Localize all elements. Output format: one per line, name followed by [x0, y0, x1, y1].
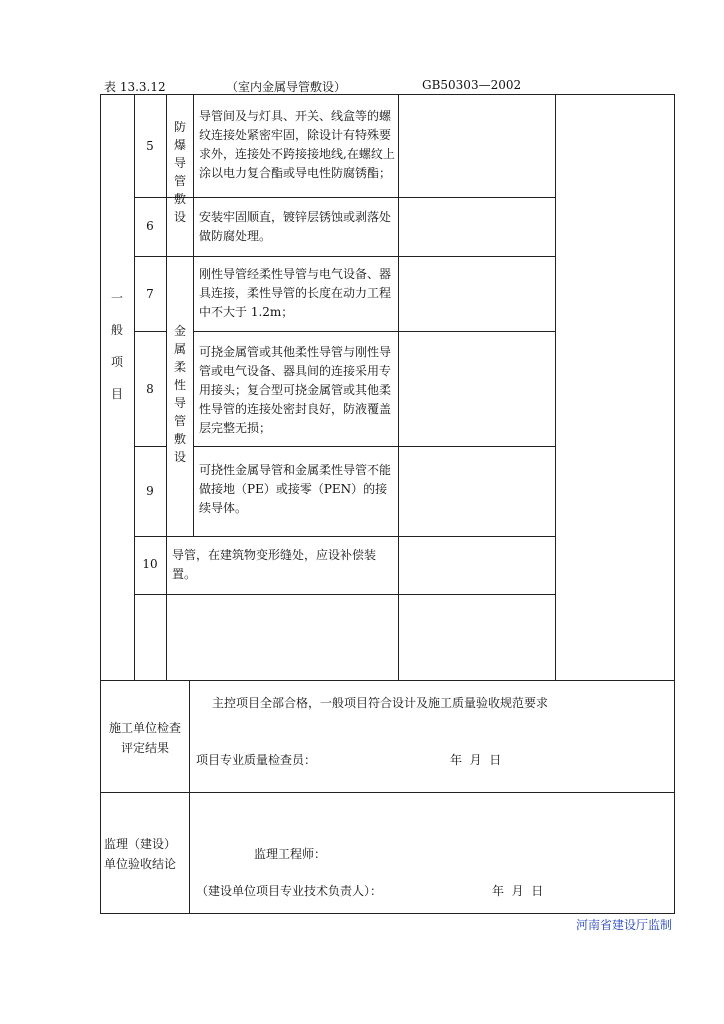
group-label-flexible-conduit: 金属柔性导管敷设	[173, 324, 186, 464]
row-divider	[193, 331, 555, 332]
requirement-text: 可挠金属管或其他柔性导管与刚性导管或电气设备、器具间的连接采用专用接头；复合型可挠金属管或其他柔性导管的连接处密封良好，防液覆盖层完整无损；	[199, 345, 392, 435]
table-border-bottom	[100, 913, 675, 914]
table-border-top	[100, 94, 675, 95]
column-divider	[166, 94, 167, 680]
requirement-text: 刚性导管经柔性导管与电气设备、器具连接，柔性导管的长度在动力工程中不大于 1.2m；	[199, 267, 392, 319]
row-divider	[134, 197, 555, 198]
section-divider	[100, 680, 675, 681]
column-divider	[193, 94, 194, 256]
supervision-section-label: 监理（建设）单位验收结论	[104, 837, 177, 871]
form-title: （室内金属导管敷设）	[226, 80, 347, 94]
issuer-footer: 河南省建设厅监制	[575, 918, 672, 932]
supervision-engineer-label: 监理工程师：	[254, 847, 327, 861]
row-number: 9	[146, 484, 154, 498]
row-divider	[134, 446, 166, 447]
row-divider	[134, 331, 166, 332]
construction-statement: 主控项目全部合格，一般项目符合设计及施工质量验收规范要求	[212, 696, 549, 710]
row-divider	[134, 594, 555, 595]
row-number: 8	[146, 382, 154, 396]
row-number: 10	[142, 557, 158, 571]
row-number: 7	[146, 287, 154, 301]
table-number: 表 13.3.12	[104, 80, 166, 94]
standard-code: GB50303—2002	[422, 78, 522, 92]
requirement-text: 可挠性金属导管和金属柔性导管不能做接地（PE）或接零（PEN）的接续导体。	[199, 463, 392, 515]
column-divider	[189, 680, 190, 914]
section-divider	[100, 792, 675, 793]
row-divider	[134, 256, 555, 257]
row-number: 5	[146, 139, 154, 153]
column-divider	[193, 256, 194, 536]
supervision-date: 年 月 日	[492, 884, 544, 898]
requirement-text: 安装牢固顺直，镀锌层锈蚀或剥落处做防腐处理。	[199, 210, 392, 243]
construction-section-label: 施工单位检查评定结果	[108, 721, 181, 755]
table-border-left	[100, 94, 101, 914]
table-border-right	[674, 94, 675, 914]
category-label: 一般项目	[110, 291, 123, 401]
requirement-text: 导管间及与灯具、开关、线盒等的螺纹连接处紧密牢固，除设计有特殊要求外，连接处不跨接接地线,在螺纹上涂以电力复合酯或导电性防腐锈酯；	[199, 109, 395, 180]
quality-inspector-label: 项目专业质量检查员：	[196, 753, 317, 767]
owner-representative-label: （建设单位项目专业技术负责人）：	[196, 884, 383, 898]
construction-date: 年 月 日	[450, 753, 502, 767]
column-divider	[398, 94, 399, 680]
row-divider	[193, 446, 555, 447]
row-number: 6	[146, 219, 154, 233]
group-label-explosion-proof: 防爆导管敷设	[173, 120, 186, 224]
column-divider	[555, 94, 556, 680]
requirement-text: 导管，在建筑物变形缝处，应设补偿装置。	[172, 548, 377, 581]
row-divider	[134, 536, 555, 537]
